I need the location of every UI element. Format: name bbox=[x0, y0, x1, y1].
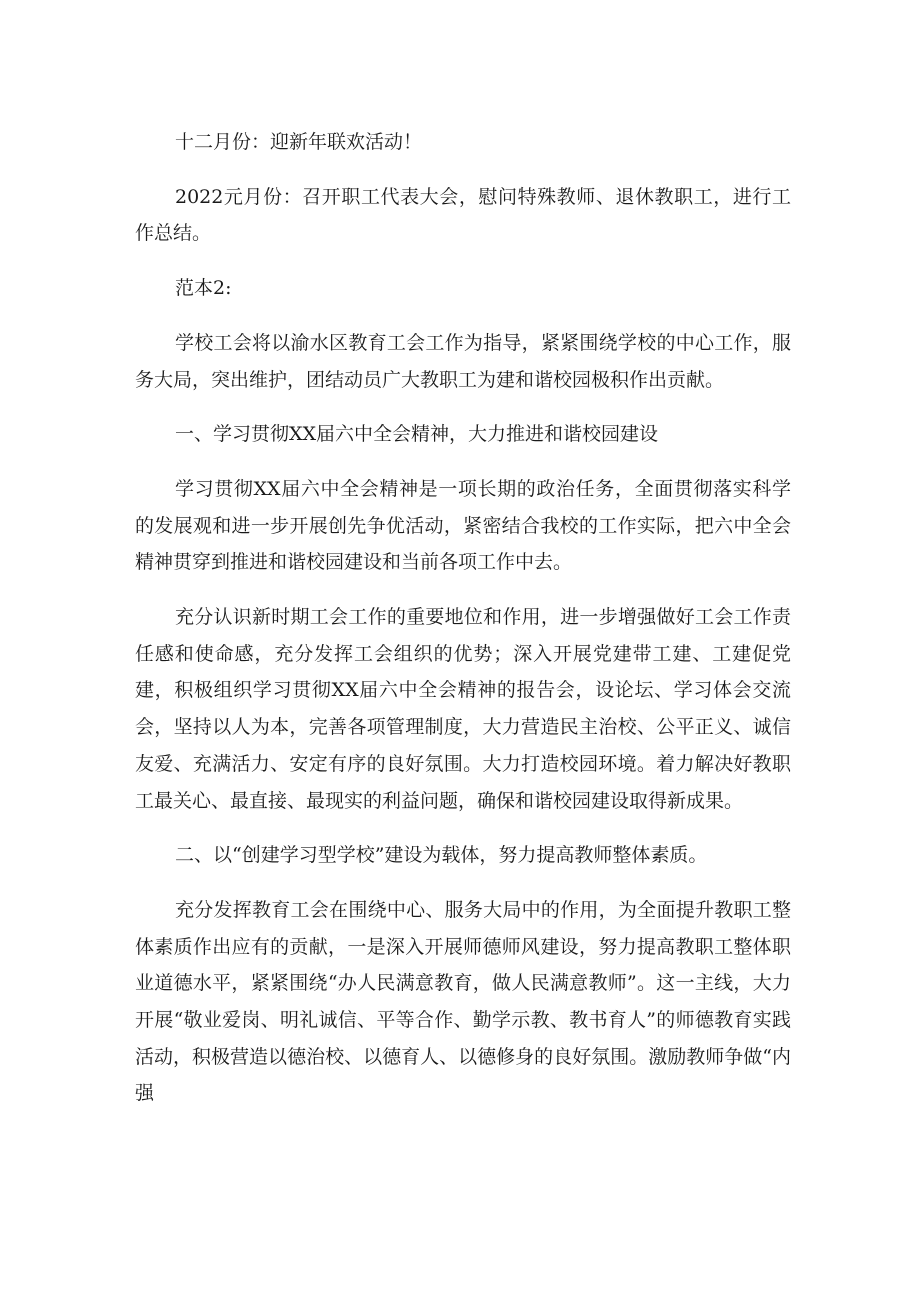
paragraph-section-1-body-1: 学习贯彻XX届六中全会精神是一项长期的政治任务，全面贯彻落实科学的发展观和进一步开展创先争优活动，紧密结合我校的工作实际，把六中全会精神贯穿到推进和谐校园建设和当前各项工作中去。 bbox=[135, 477, 791, 574]
paragraph-december-activity: 十二月份：迎新年联欢活动！ bbox=[175, 131, 423, 153]
paragraph-january-plan: 2022元月份：召开职工代表大会，慰问特殊教师、退休教职工，进行工作总结。 bbox=[135, 185, 791, 245]
paragraph-intro: 学校工会将以渝水区教育工会工作为指导，紧紧围绕学校的中心工作，服务大局，突出维护，团结动员广大教职工为建和谐校园极积作出贡献。 bbox=[135, 331, 791, 391]
section-heading-2: 二、以“创建学习型学校”建设为载体，努力提高教师整体素质。 bbox=[175, 844, 708, 867]
section-heading-1: 一、学习贯彻XX届六中全会精神，大力推进和谐校园建设 bbox=[175, 423, 659, 446]
paragraph-template-2-heading: 范本2: bbox=[175, 277, 232, 300]
paragraph-section-1-body-2: 充分认识新时期工会工作的重要地位和作用，进一步增强做好工会工作责任感和使命感，充分发挥工会组织的优势；深入开展党建带工建、工建促党建，积极组织学习贯彻XX届六中全会精神的报告会，设论坛、学习体会交流会，坚持以人为本，完善各项管理制度，大力营造民主治校、公平正义、诚信友爱、充满活力、安定有序的良好氛围。大力打造校园环境。着力解决好教职工最关心、最直接、最现实的利益问题，确保和谐校园建设取得新成果。 bbox=[135, 606, 791, 812]
document-body bbox=[135, 124, 791, 1130]
paragraph-section-2-body-1: 充分发挥教育工会在围绕中心、服务大局中的作用，为全面提升教职工整体素质作出应有的贡献，一是深入开展师德师风建设，努力提高教职工整体职业道德水平，紧紧围绕“办人民满意教育，做人民满意教师”。这一主线，大力开展“敬业爱岗、明礼诚信、平等合作、勤学示教、教书育人”的师德教育实践活动，积极营造以德治校、以德育人、以德修身的良好氛围。激励教师争做“内强 bbox=[135, 898, 791, 1105]
